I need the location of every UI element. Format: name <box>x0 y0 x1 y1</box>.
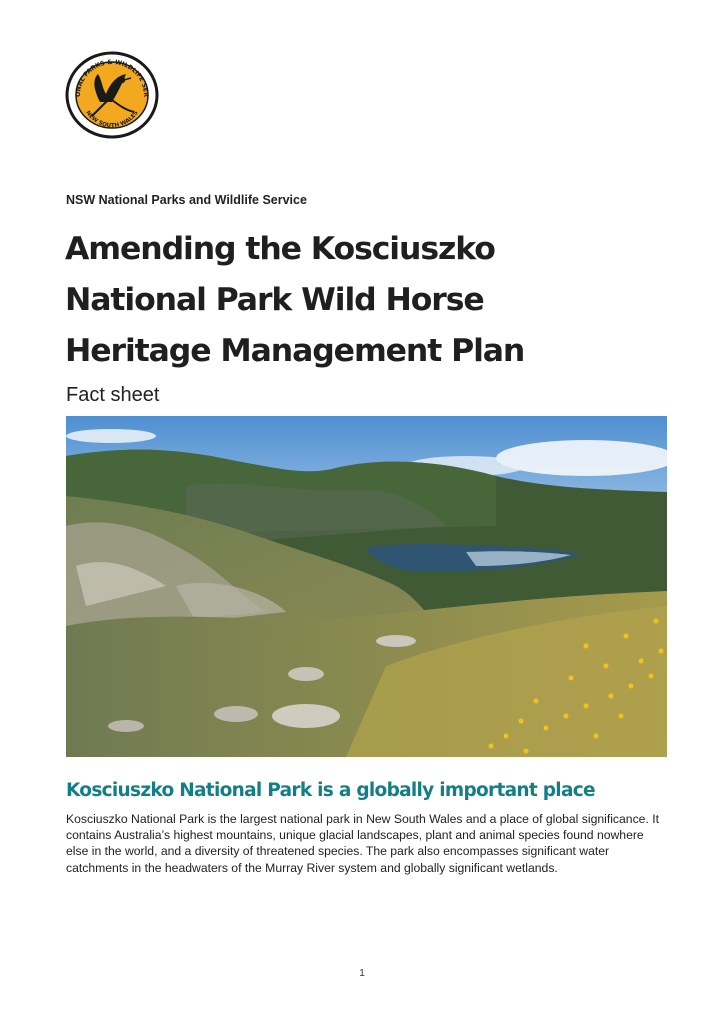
section-body-paragraph: Kosciuszko National Park is the largest national park in New South Wales and a place of global significance. It contains Australia’s highest mountains, unique glacial landscapes, plant and animal species found nowhere else in the world, and a diversity of threatened species. The park also encompasses significant water catchments in the headwaters of the Murray River system and globally significant wetlands. <box>66 812 659 875</box>
title-line-1: Amending the Kosciuszko <box>65 231 495 267</box>
document-subtitle: Fact sheet <box>66 384 160 406</box>
nsw-national-parks-wildlife-service-emblem-icon <box>64 50 160 140</box>
title-line-2: National Park Wild Horse <box>65 282 484 318</box>
organisation-name: NSW National Parks and Wildlife Service <box>66 193 307 207</box>
page-title <box>65 224 665 377</box>
nsw-npws-logo <box>64 50 160 140</box>
logo-bottom-text: NEW SOUTH WALES <box>84 109 140 130</box>
page-number: 1 <box>359 968 365 979</box>
section-heading: Kosciuszko National Park is a globally important place <box>66 780 595 801</box>
title-line-3: Heritage Management Plan <box>65 333 525 369</box>
logo-top-text: ONAL PARKS & WILDLIFE SER <box>74 58 150 98</box>
alpine-landscape-with-lake-photo <box>66 416 667 757</box>
